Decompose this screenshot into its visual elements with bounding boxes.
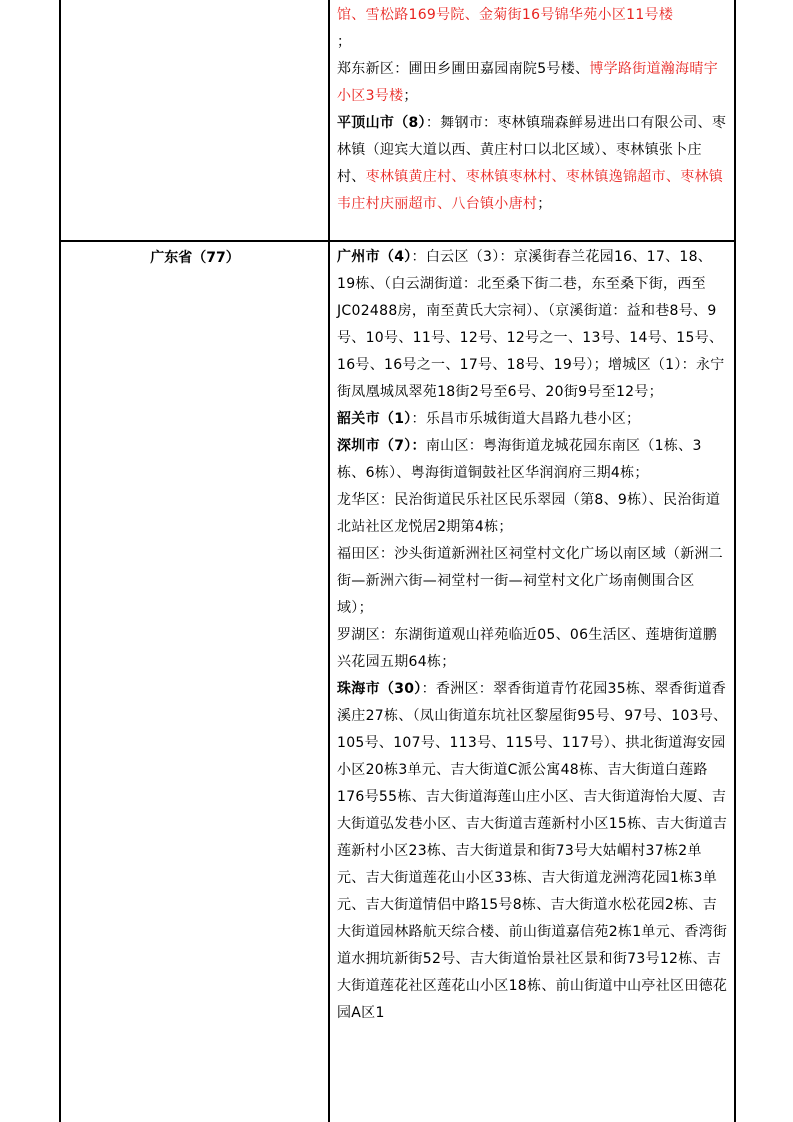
guangzhou-heading: 广州市（4） <box>337 249 412 265</box>
shaoguan-text: ：乐昌市乐城街道大昌路九巷小区； <box>411 411 641 427</box>
shaoguan-heading: 韶关市（1） <box>337 411 412 427</box>
guangzhou-entry <box>337 244 729 406</box>
pingdingshan-colon: ： <box>425 115 441 131</box>
shenzhen-entry <box>337 433 729 487</box>
zhuhai-text: ：香洲区：翠香街道青竹花园35栋、翠香街道香溪庄27栋、（凤山街道东坑社区黎屋街95号、97号、103号、105号、107号、113号、115号、117号）、拱北街道海安园小区20栋3单元、吉大街道C派公寓48栋、吉大街道白莲路176号55栋、吉大街道海莲山庄小区、吉大街道海怡大厦、吉大街道弘发巷小区、吉大街道吉莲新村小区15栋、吉大街道吉莲新村小区23栋、吉大街道景和街73号大姑嵋村37栋2单元、吉大街道莲花山小区33栋、吉大街道龙洲湾花园1栋3单元、吉大街道情侣中路15号8栋、吉大街道水松花园2栋、吉大街道园林路航天综合楼、前山街道嘉信苑2栋1单元、香湾街道水拥坑新街52号、吉大街道怡景社区景和街73号12栋、吉大街道莲花社区莲花山小区18栋、前山街道中山亭社区田德花园A区1 <box>337 681 728 1021</box>
shenzhen-nanshan-text: 南山区：粤海街道龙城花园东南区（1栋、3栋、6栋）、粤海街道铜鼓社区华润润府三期4栋； <box>337 438 702 481</box>
pingdingshan-heading: 平顶山市（8） <box>337 115 426 131</box>
province-name-guangdong: 广东省（77） <box>150 250 240 266</box>
zhengzhou-tail-text: 馆、雪松路169号院、金菊街16号锦华苑小区11号楼 <box>337 7 674 23</box>
zhengdong-end: ； <box>403 88 418 104</box>
pingdingshan-red-text: 枣林镇黄庄村、枣林镇枣林村、枣林镇逸锦超市、枣林镇韦庄村庆丽超市、八台镇小唐村 <box>337 169 724 212</box>
zhuhai-heading: 珠海市（30） <box>337 681 422 697</box>
shenzhen-heading: 深圳市（7）： <box>337 438 426 454</box>
separator-semicolon: ； <box>337 34 352 50</box>
luohu-entry: 罗湖区：东湖街道观山祥苑临近05、06生活区、莲塘街道鹏兴花园五期64栋； <box>337 627 718 670</box>
row-divider <box>59 240 736 242</box>
henan-detail-cell <box>337 2 729 218</box>
zhengdong-entry <box>337 56 729 110</box>
table-border-right <box>734 0 736 1122</box>
zhengdong-black-text: 圃田乡圃田嘉园南院5号楼、 <box>408 61 590 77</box>
table-border-middle <box>328 0 330 1122</box>
futian-entry: 福田区：沙头街道新洲社区祠堂村文化广场以南区域（新洲二街—新洲六街—祠堂村一街—祠堂村文化广场南侧围合区域）； <box>337 546 724 616</box>
longhua-entry: 龙华区：民治街道民乐社区民乐翠园（第8、9栋）、民治街道北站社区龙悦居2期第4栋； <box>337 492 721 535</box>
pingdingshan-black-text: 舞钢市：枣林镇瑞森鲜易进出口有限公司、枣林镇（迎宾大道以西、黄庄村口以北区域）、枣林镇张卜庄村、 <box>337 115 727 185</box>
zhuhai-entry <box>337 676 729 1027</box>
guangzhou-text: ：白云区（3）：京溪街春兰花园16、17、18、19栋、（白云湖街道：北至桑下街二巷，东至桑下街，西至JC02488房，南至黄氏大宗祠）、（京溪街道：益和巷8号、9号、10号、11号、12号、12号之一、13号、14号、15号、16号、16号之一、17号、18号、19号）；增城区（1）：永宁街凤凰城凤翠苑18街2号至6号、20街9号至12号； <box>337 249 725 400</box>
table-border-left <box>59 0 61 1122</box>
guangdong-detail-cell <box>337 244 729 1027</box>
zhengdong-label: 郑东新区： <box>337 61 409 77</box>
pingdingshan-entry <box>337 110 729 218</box>
shaoguan-entry <box>337 406 729 433</box>
pingdingshan-end: ； <box>537 196 552 212</box>
zhengdong-red-text: 博学路街道瀚海晴宇小区3号楼 <box>337 61 719 104</box>
